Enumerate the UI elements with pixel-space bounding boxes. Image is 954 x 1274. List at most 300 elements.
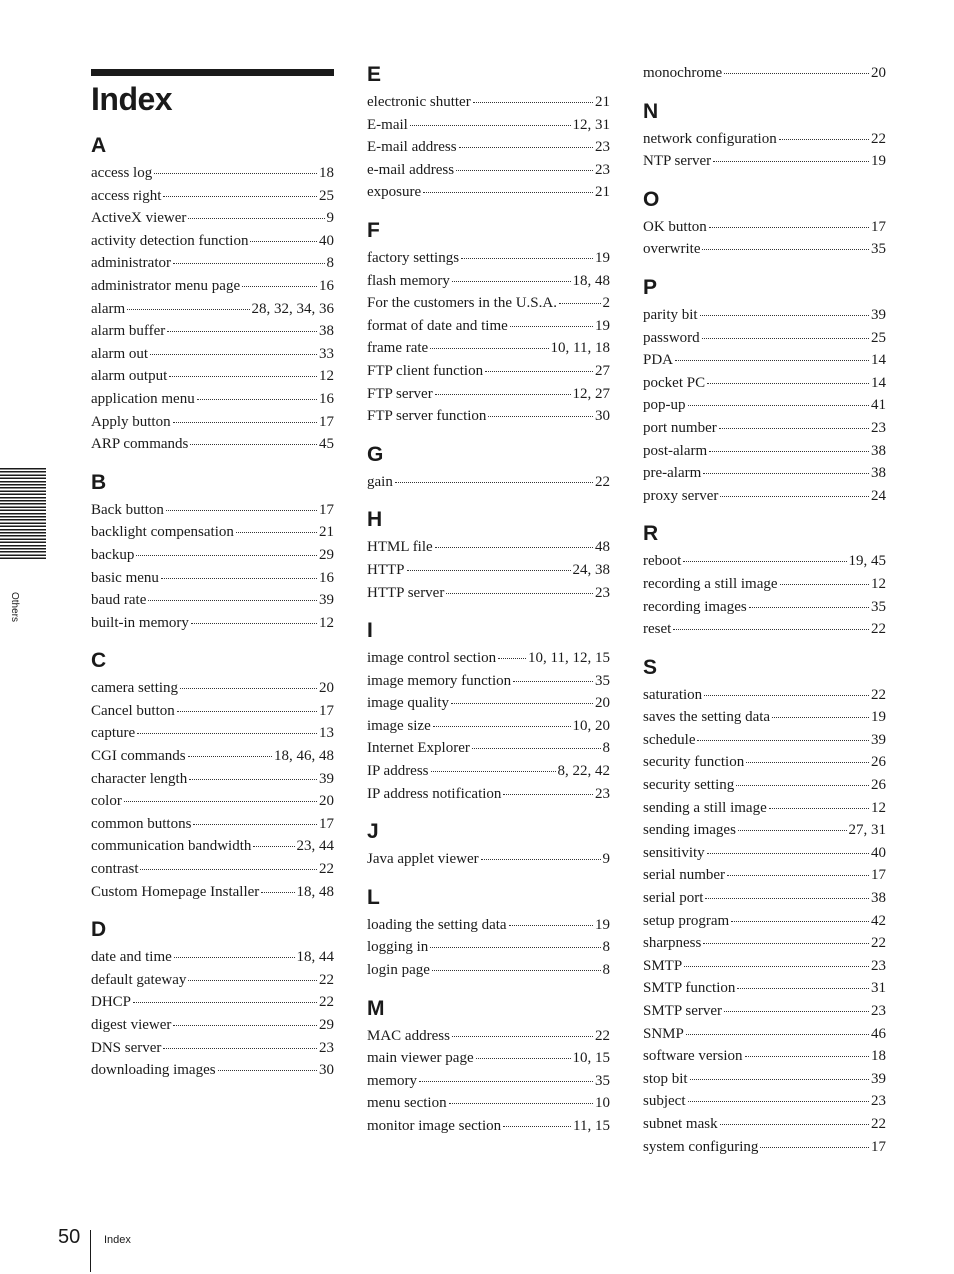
index-entry [643,216,886,239]
entry-pages: 12 [319,368,334,385]
dot-leader [745,1055,869,1057]
index-entry [91,499,334,522]
index-section [367,885,610,982]
index-entry [643,150,886,173]
entry-term: capture [91,725,136,742]
entry-term: image memory function [367,672,512,689]
entry-term: image size [367,717,431,734]
dot-leader [410,124,571,126]
dot-leader [127,308,249,310]
dot-leader [140,868,317,870]
dot-leader [498,657,526,659]
entry-term: HTTP [367,561,405,578]
index-entry [643,1113,886,1136]
index-entry [367,1115,610,1138]
index-entry [367,181,610,204]
index-entry [643,842,886,865]
index-entry [367,1025,610,1048]
index-column-3 [643,62,886,1158]
entry-term: Apply button [91,413,171,430]
dot-leader [704,694,869,696]
entry-term: parity bit [643,306,698,323]
entry-pages: 35 [595,672,610,689]
entry-pages: 11, 15 [573,1118,610,1134]
entry-pages: 22 [871,935,886,952]
entry-pages: 19 [595,916,610,933]
dot-leader [720,495,869,497]
page-number: 50 [58,1226,81,1248]
section-letter: D [91,918,107,942]
dot-leader [780,583,869,585]
dot-leader [423,191,593,193]
entry-term: For the customers in the U.S.A. [367,295,557,312]
dot-leader [188,755,272,757]
index-entry [367,136,610,159]
index-entry [91,252,334,275]
index-entry [367,471,610,494]
dot-leader [503,1125,571,1127]
index-entry [643,372,886,395]
index-entry [643,62,886,85]
dot-leader [720,1123,869,1125]
index-entry [91,298,334,321]
entry-pages: 38 [871,442,886,459]
index-entry [367,715,610,738]
entry-pages: 22 [595,1027,610,1044]
entry-pages: 22 [595,473,610,490]
index-entry [91,835,334,858]
dot-leader [419,1080,593,1082]
index-entry [367,582,610,605]
entry-pages: 29 [319,546,334,563]
dot-leader [148,599,317,601]
index-entry [643,349,886,372]
entry-term: Custom Homepage Installer [91,883,260,900]
index-entry [91,1059,334,1082]
dot-leader [150,353,317,355]
entry-pages: 31 [871,980,886,997]
index-entry [91,411,334,434]
entry-term: sending images [643,822,736,839]
index-section [367,996,610,1138]
index-entry [643,1136,886,1159]
entry-pages: 20 [595,695,610,712]
dot-leader [485,370,593,372]
entry-term: alarm [91,300,126,317]
index-entry [643,819,886,842]
index-entry [643,462,886,485]
dot-leader [472,747,601,749]
index-entry [643,706,886,729]
entry-term: flash memory [367,272,450,289]
entry-term: IP address notification [367,785,502,802]
entry-term: saturation [643,686,703,703]
entry-term: FTP client function [367,362,484,379]
section-letter: O [643,187,660,211]
entry-term: login page [367,962,430,979]
index-entry [367,292,610,315]
index-entry [91,544,334,567]
index-entry [91,343,334,366]
index-entry [643,932,886,955]
entry-pages: 20 [319,793,334,810]
entry-term: HTTP server [367,584,445,601]
entry-pages: 22 [871,621,886,638]
dot-leader [137,732,317,734]
index-entry [643,1068,886,1091]
index-entry [91,521,334,544]
dot-leader [688,1100,870,1102]
entry-term: proxy server [643,487,719,504]
entry-pages: 30 [595,408,610,425]
entry-pages: 23 [595,785,610,802]
title-rule [91,69,334,76]
entry-term: subnet mask [643,1115,718,1132]
entry-term: communication bandwidth [91,838,252,855]
entry-pages: 25 [871,329,886,346]
index-entry [91,946,334,969]
entry-term: serial port [643,890,704,907]
entry-pages: 19 [871,709,886,726]
dot-leader [242,285,317,287]
entry-term: built-in memory [91,614,189,631]
entry-pages: 19 [595,317,610,334]
dot-leader [459,146,593,148]
index-section [367,507,610,604]
dot-leader [432,969,601,971]
dot-leader [503,793,593,795]
index-entry [367,914,610,937]
index-entry [91,589,334,612]
entry-term: stop bit [643,1070,688,1087]
dot-leader [727,874,869,876]
entry-pages: 46 [871,1025,886,1042]
section-letter: R [643,522,659,546]
entry-term: E-mail [367,116,408,133]
entry-term: activity detection function [91,232,249,249]
entry-term: memory [367,1072,417,1089]
entry-pages: 22 [871,130,886,147]
index-entry [643,1000,886,1023]
entry-pages: 19 [871,153,886,170]
entry-term: E-mail address [367,139,457,156]
entry-term: alarm out [91,345,149,362]
entry-term: alarm output [91,368,168,385]
entry-term: e-mail address [367,161,455,178]
entry-pages: 16 [319,569,334,586]
entry-term: format of date and time [367,317,508,334]
entry-term: monitor image section [367,1118,502,1134]
entry-pages: 18, 44 [296,949,334,966]
dot-leader [173,262,325,264]
dot-leader [684,965,869,967]
entry-pages: 39 [871,306,886,323]
index-entry [367,670,610,693]
entry-term: overwrite [643,241,701,258]
entry-term: sharpness [643,935,702,952]
section-letter: L [367,885,380,909]
entry-pages: 39 [319,592,334,609]
section-letter: B [91,470,107,494]
index-entry [643,440,886,463]
dot-leader [193,823,317,825]
section-letter: E [367,63,382,86]
entry-pages: 8 [602,962,610,979]
entry-pages: 40 [319,232,334,249]
entry-pages: 26 [871,777,886,794]
entry-pages: 18, 46, 48 [274,748,334,765]
dot-leader [188,217,324,219]
section-letter: S [643,655,658,679]
entry-pages: 27 [595,362,610,379]
entry-pages: 18 [871,1048,886,1065]
dot-leader [476,1057,571,1059]
entry-term: loading the setting data [367,916,507,933]
section-letter: M [367,996,385,1020]
entry-pages: 17 [319,413,334,430]
entry-pages: 8 [326,255,334,272]
entry-pages: 27, 31 [848,822,886,839]
dot-leader [688,404,870,406]
entry-pages: 21 [319,524,334,541]
index-entry [91,1037,334,1060]
index-entry [91,275,334,298]
index-entry [643,304,886,327]
dot-leader [167,330,317,332]
dot-leader [702,248,869,250]
dot-leader [435,393,571,395]
index-entry [643,774,886,797]
dot-leader [435,546,593,548]
index-entry [91,185,334,208]
entry-term: ARP commands [91,436,189,453]
index-entry [643,864,886,887]
dot-leader [177,710,317,712]
entry-pages: 17 [319,702,334,719]
entry-term: logging in [367,939,429,956]
section-tab-marker [0,468,46,560]
dot-leader [261,891,294,893]
index-entry [367,1092,610,1115]
index-entry [367,405,610,428]
entry-pages: 39 [871,731,886,748]
index-entry [91,700,334,723]
index-entry [91,1014,334,1037]
entry-pages: 35 [595,1072,610,1089]
index-entry [91,790,334,813]
entry-pages: 23 [595,139,610,156]
entry-pages: 28, 32, 34, 36 [251,300,334,317]
entry-term: digest viewer [91,1017,172,1033]
entry-term: basic menu [91,569,159,586]
entry-term: pre-alarm [643,465,702,482]
dot-leader [163,1047,317,1049]
entry-pages: 22 [871,686,886,703]
dot-leader [749,606,869,608]
entry-term: serial number [643,867,726,884]
index-entry [643,977,886,1000]
entry-term: color [91,793,122,810]
dot-leader [250,240,317,242]
entry-term: factory settings [367,249,460,266]
entry-term: gain [367,473,393,490]
entry-term: port number [643,419,717,436]
entry-term: post-alarm [643,442,708,459]
dot-leader [772,716,869,718]
entry-pages: 20 [871,65,886,81]
index-entry [91,207,334,230]
dot-leader [683,560,846,562]
index-section [91,917,334,1082]
dot-leader [430,946,600,948]
footer-label: Index [104,1234,131,1246]
section-letter: G [367,442,384,466]
entry-term: FTP server function [367,408,487,425]
entry-term: sensitivity [643,844,705,861]
entry-pages: 17 [871,867,886,884]
entry-pages: 17 [871,218,886,235]
index-entry [367,647,610,670]
index-entry [643,417,886,440]
dot-leader [430,347,548,349]
entry-pages: 21 [595,94,610,110]
entry-term: SMTP [643,957,683,974]
entry-pages: 16 [319,390,334,407]
index-entry [91,567,334,590]
entry-term: DHCP [91,994,132,1011]
entry-term: reboot [643,553,682,570]
entry-pages: 10, 11, 18 [550,340,610,357]
dot-leader [191,622,317,624]
entry-term: subject [643,1093,686,1110]
index-entry [643,1045,886,1068]
index-section [643,99,886,173]
section-letter: I [367,619,373,643]
dot-leader [690,1078,869,1080]
index-entry [643,1090,886,1113]
entry-term: SNMP [643,1025,684,1042]
dot-leader [173,1024,317,1026]
index-entry [367,1047,610,1070]
entry-term: image control section [367,650,497,667]
entry-term: default gateway [91,971,187,988]
entry-term: software version [643,1048,743,1065]
index-entry [367,848,610,871]
index-section [643,62,886,85]
index-entry [91,388,334,411]
index-entry [367,91,610,114]
entry-term: recording images [643,598,747,615]
index-section [91,133,334,456]
entry-term: Java applet viewer [367,851,479,868]
entry-pages: 23 [871,1093,886,1110]
dot-leader [169,375,317,377]
index-entry [367,247,610,270]
entry-term: pocket PC [643,374,706,391]
entry-pages: 23 [871,1003,886,1019]
entry-pages: 10, 15 [572,1050,610,1067]
dot-leader [746,761,869,763]
entry-pages: 10, 20 [572,717,610,734]
entry-pages: 18 [319,165,334,181]
dot-leader [510,325,593,327]
dot-leader [779,138,869,140]
entry-pages: 17 [319,501,334,518]
entry-pages: 39 [319,770,334,787]
dot-leader [433,725,571,727]
entry-pages: 14 [871,374,886,391]
index-entry [643,596,886,619]
index-section [367,218,610,428]
entry-term: OK button [643,218,707,235]
dot-leader [218,1069,317,1071]
entry-pages: 17 [319,815,334,832]
index-entry [643,955,886,978]
dot-leader [736,784,869,786]
entry-pages: 9 [326,210,334,227]
dot-leader [697,739,869,741]
index-entry [643,394,886,417]
index-entry [643,327,886,350]
entry-pages: 35 [871,241,886,258]
dot-leader [559,302,601,304]
entry-pages: 12, 31 [572,116,610,133]
entry-pages: 12, 27 [572,385,610,402]
index-entry [643,887,886,910]
section-letter: P [643,275,658,299]
entry-term: MAC address [367,1027,450,1044]
dot-leader [760,1146,869,1148]
entry-pages: 38 [871,465,886,482]
dot-leader [461,257,593,259]
index-entry [643,550,886,573]
entry-pages: 23 [595,584,610,601]
entry-term: Internet Explorer [367,740,470,757]
index-entry [643,729,886,752]
entry-pages: 24 [871,487,886,504]
dot-leader [154,172,317,174]
index-section [643,187,886,261]
entry-term: system configuring [643,1138,759,1155]
index-column-2 [367,62,610,1138]
index-entry [91,365,334,388]
entry-term: recording a still image [643,575,778,592]
dot-leader [452,1035,593,1037]
entry-term: security function [643,754,745,771]
dot-leader [124,800,317,802]
entry-pages: 21 [595,184,610,201]
index-section [367,819,610,871]
entry-pages: 22 [319,861,334,878]
entry-pages: 41 [871,397,886,414]
dot-leader [451,702,593,704]
entry-term: Cancel button [91,702,175,719]
index-entry [367,783,610,806]
index-entry [91,768,334,791]
entry-pages: 48 [595,539,610,556]
entry-term: monochrome [643,65,723,81]
entry-term: CGI commands [91,748,186,765]
entry-term: DNS server [91,1039,162,1056]
dot-leader [703,472,869,474]
dot-leader [724,72,869,74]
entry-pages: 22 [871,1115,886,1132]
section-letter: C [91,649,107,673]
entry-term: HTML file [367,539,433,556]
index-section [367,62,610,204]
entry-term: sending a still image [643,799,767,816]
dot-leader [188,979,317,981]
